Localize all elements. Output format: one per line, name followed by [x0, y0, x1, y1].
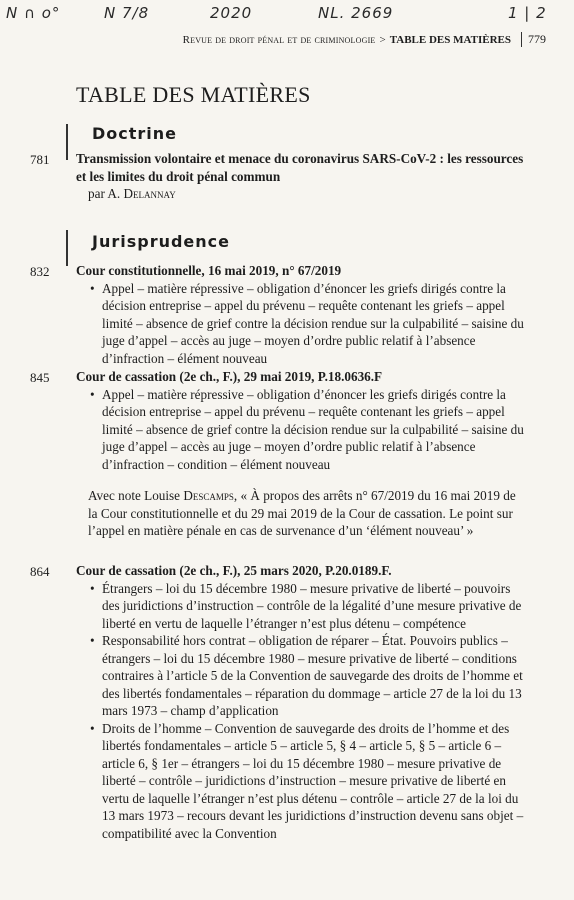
running-head-arrow: > — [379, 33, 386, 46]
note-author: Descamps — [183, 488, 234, 503]
entry-page-number: 781 — [30, 152, 50, 167]
doctrine-rule — [66, 124, 68, 160]
page-title: TABLE DES MATIÈRES — [76, 82, 311, 107]
entry-title: Cour constitutionnelle, 16 mai 2019, n° 67/2019 — [76, 263, 342, 278]
author-prefix: par A. — [88, 186, 121, 201]
entry-title: Cour de cassation (2e ch., F.), 25 mars 2020, P.20.0189.F. — [76, 563, 392, 578]
handwritten-year: 2020 — [210, 4, 253, 22]
running-head-divider — [521, 32, 522, 47]
handwritten-note-left: N ∩ o° — [6, 4, 61, 22]
keyword-item: • Responsabilité hors contrat – obligation de réparer – État. Pouvoirs publics – étrangers – loi du 15 décembre 1980 – mesure privative de liberté – conditions contraires à l’article 5 de la Convention de sauvegarde des droits de l’homme et des libertés fondamentales – réparation du dommage – article 27 de la loi du 13 mars 1973 – champ d’application — [76, 632, 526, 720]
entry-page-number: 845 — [30, 370, 50, 385]
entry-page-number: 832 — [30, 264, 50, 279]
note-text: , « À propos des arrêts n° 67/2019 du 16 mai 2019 de la Cour constitutionnelle et du 29 mai 2019 de la Cour de cassation. Le point sur l’appel en matière pénale en cas de survenance d’un ‘élément nouveau’ » — [88, 488, 516, 538]
section-heading-doctrine: Doctrine — [92, 124, 178, 143]
keyword-list — [76, 386, 526, 474]
keyword-list — [76, 580, 526, 843]
entry-page-number: 864 — [30, 564, 50, 579]
section-heading-jurisprudence: Jurisprudence — [92, 232, 231, 251]
entry-title: Transmission volontaire et menace du coronavirus SARS-CoV-2 : les ressources et les limites du droit pénal commun — [76, 151, 524, 184]
keyword-item: • Appel – matière répressive – obligation d’énoncer les griefs dirigés contre la décision entreprise – appel du prévenu – requête contenant les griefs – appel limité – absence de grief contre la décision rendue sur la culpabilité – saisine du juge d’appel – accès au juge – moyen d’ordre public relatif à l’absence d’infraction – élément nouveau — [76, 280, 526, 368]
note-prefix: Avec note Louise — [88, 488, 181, 503]
page-number: 779 — [528, 32, 546, 46]
entry-author — [76, 185, 526, 203]
handwritten-number: N 7/8 — [104, 4, 150, 22]
handwritten-fraction: 1 | 2 — [508, 4, 547, 22]
jurisprudence-rule — [66, 230, 68, 266]
handwritten-reference: NL. 2669 — [318, 4, 394, 22]
author-name: Delannay — [123, 186, 176, 201]
running-head — [183, 32, 546, 47]
running-head-section: TABLE DES MATIÈRES — [389, 33, 511, 46]
keyword-item: • Étrangers – loi du 15 décembre 1980 – mesure privative de liberté – pouvoirs des juridictions d’instruction – contrôle de la légalité d’une mesure privative de liberté en vertu de laquelle l’étranger n’est plus détenu – compétence — [76, 580, 526, 633]
keyword-list — [76, 280, 526, 368]
keyword-item: • Appel – matière répressive – obligation d’énoncer les griefs dirigés contre la décision entreprise – appel du prévenu – requête contenant les griefs – appel limité – absence de grief contre la décision rendue sur la culpabilité – saisine du juge d’appel – accès au juge – moyen d’ordre public relatif à l’absence d’infraction – condition – élément nouveau — [76, 386, 526, 474]
running-head-journal: Revue de droit pénal et de criminologie — [182, 33, 376, 46]
entry-title: Cour de cassation (2e ch., F.), 29 mai 2019, P.18.0636.F — [76, 369, 383, 384]
entry-note — [76, 487, 526, 540]
keyword-item: • Droits de l’homme – Convention de sauvegarde des droits de l’homme et des libertés fondamentales – article 5 – article 5, § 4 – article 5, § 5 – article 6 – article 6, § 1er – étrangers – loi du 15 décembre 1980 – mesure privative de liberté – contrôle – juridictions d’instruction – mesure privative de liberté en vertu de laquelle l’étranger n’est plus détenu – contrôle – article 27 de la loi du 13 mars 1973 – recours devant les juridictions d’instruction devenu sans objet – compatibilité avec la Convention — [76, 720, 526, 843]
